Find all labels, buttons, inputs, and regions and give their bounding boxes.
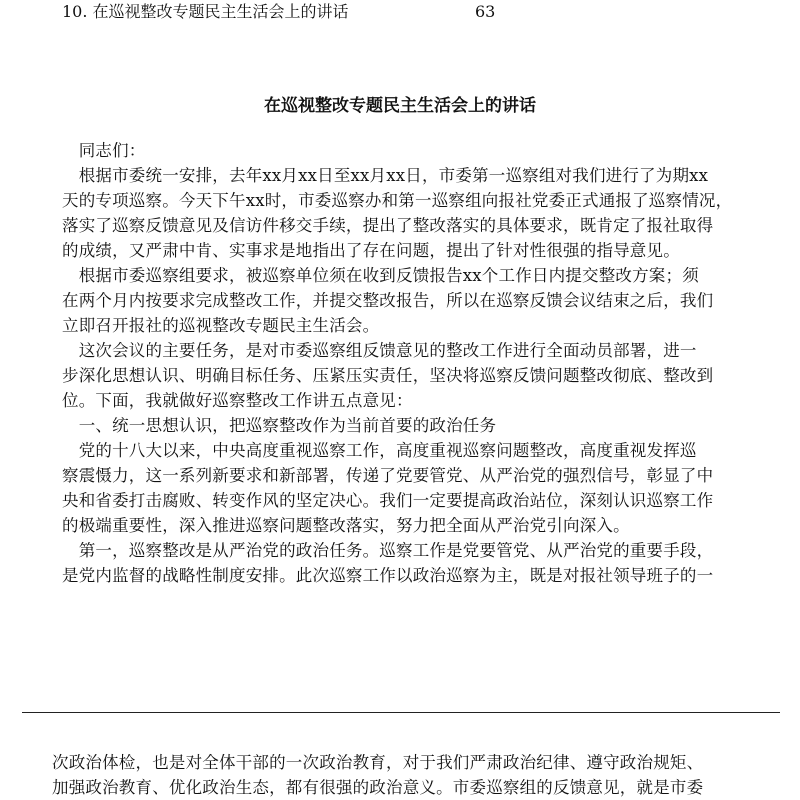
text-line: 次政治体检，也是对全体干部的一次政治教育，对于我们严肃政治纪律、遵守政治规矩、 bbox=[52, 753, 704, 772]
text-line: 立即召开报社的巡视整改专题民主生活会。 bbox=[62, 316, 380, 335]
text-line: 根据市委统一安排，去年xx月xx日至xx月xx日，市委第一巡察组对我们进行了为期xx bbox=[62, 166, 709, 185]
text-line: 同志们： bbox=[62, 141, 146, 160]
text-line: 一、统一思想认识，把巡察整改作为当前首要的政治任务 bbox=[62, 416, 497, 435]
text-line: 这次会议的主要任务，是对市委巡察组反馈意见的整改工作进行全面动员部署，进一 bbox=[62, 341, 697, 360]
text-line: 央和省委打击腐败、转变作风的坚定决心。我们一定要提高政治站位，深刻认识巡察工作 bbox=[62, 491, 714, 510]
document-title: 在巡视整改专题民主生活会上的讲话 bbox=[264, 96, 536, 116]
document-body bbox=[62, 138, 782, 588]
text-line: 加强政治教育、优化政治生态，都有很强的政治意义。市委巡察组的反馈意见，就是市委 bbox=[52, 778, 704, 797]
next-page-body bbox=[52, 750, 792, 800]
text-line: 察震慑力，这一系列新要求和新部署，传递了党要管党、从严治党的强烈信号，彰显了中 bbox=[62, 466, 714, 485]
text-line: 步深化思想认识、明确目标任务、压紧压实责任，坚决将巡察反馈问题整改彻底、整改到 bbox=[62, 366, 714, 385]
toc-page-number: 63 bbox=[475, 2, 496, 21]
text-line: 第一，巡察整改是从严治党的政治任务。巡察工作是党要管党、从严治党的重要手段， bbox=[62, 541, 714, 560]
text-line: 的成绩，又严肃中肯、实事求是地指出了存在问题，提出了针对性很强的指导意见。 bbox=[62, 241, 680, 260]
text-line: 根据市委巡察组要求，被巡察单位须在收到反馈报告xx个工作日内提交整改方案；须 bbox=[62, 266, 699, 285]
text-line: 是党内监督的战略性制度安排。此次巡察工作以政治巡察为主，既是对报社领导班子的一 bbox=[62, 566, 714, 585]
text-line: 党的十八大以来，中央高度重视巡察工作，高度重视巡察问题整改，高度重视发挥巡 bbox=[62, 441, 697, 460]
text-line: 落实了巡察反馈意见及信访件移交手续，提出了整改落实的具体要求，既肯定了报社取得 bbox=[62, 216, 714, 235]
text-line: 在两个月内按要求完成整改工作，并提交整改报告，所以在巡察反馈会议结束之后，我们 bbox=[62, 291, 714, 310]
text-line: 位。下面，我就做好巡察整改工作讲五点意见： bbox=[62, 391, 413, 410]
text-line: 天的专项巡察。今天下午xx时，市委巡察办和第一巡察组向报社党委正式通报了巡察情况， bbox=[62, 191, 733, 210]
text-line: 的极端重要性，深入推进巡察问题整改落实，努力把全面从严治党引向深入。 bbox=[62, 516, 630, 535]
page-break-divider bbox=[22, 712, 780, 713]
toc-entry: 10. 在巡视整改专题民主生活会上的讲话 bbox=[62, 2, 349, 21]
